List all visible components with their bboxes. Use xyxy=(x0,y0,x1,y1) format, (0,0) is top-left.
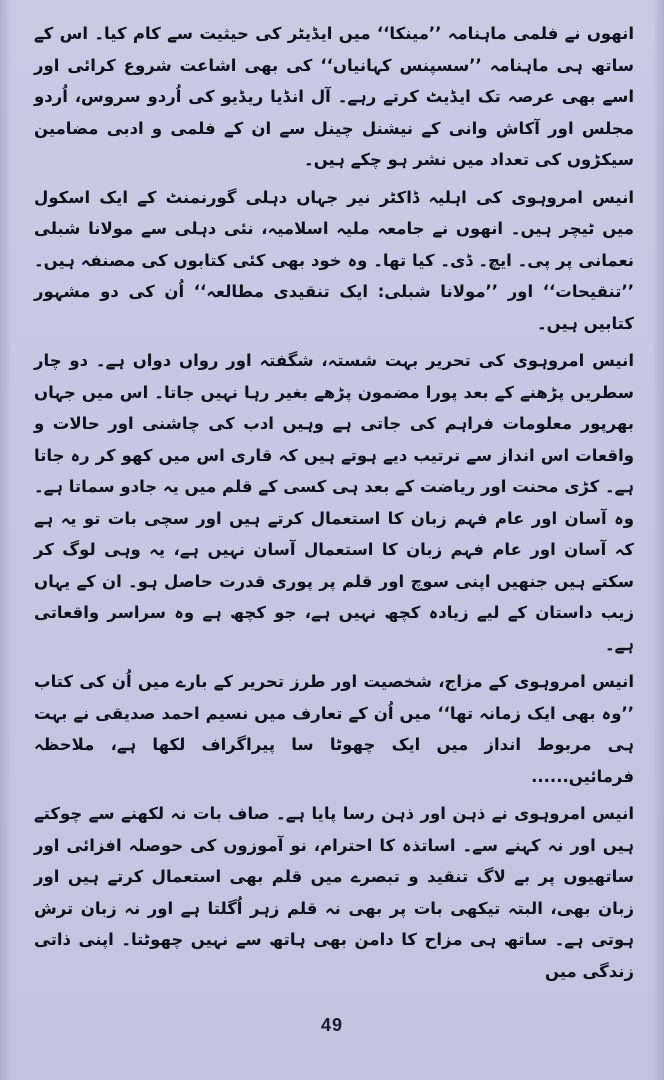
body-text xyxy=(34,18,634,993)
paragraph-2: انیس امروہوی کی اہلیہ ڈاکٹر نیر جہاں دہلی گورنمنٹ کے ایک اسکول میں ٹیچر ہیں۔ انھوں نے جامعہ ملیہ اسلامیہ، نئی دہلی سے مولانا شبلی نعمانی پر پی۔ ایچ۔ ڈی۔ کیا تھا۔ وہ خود بھی کئی کتابوں کی مصنفہ ہیں۔ ’’تنقیحات‘‘ اور ’’مولانا شبلی: ایک تنقیدی مطالعہ‘‘ اُن کی دو مشہور کتابیں ہیں۔ xyxy=(34,187,634,333)
paragraph-5: انیس امروہوی نے ذہن اور ذہن رسا پایا ہے۔ صاف بات نہ لکھنے سے چوکتے ہیں اور نہ کہنے سے۔ اساتذہ کا احترام، نو آموزوں کی حوصلہ افزائی اور ساتھیوں پر بے لاگ تنقید و تبصرے میں قلم بھی استعمال کرتے ہیں اور زبان بھی، البتہ تیکھی بات پر بھی نہ قلم زہر اُگلتا ہے اور نہ زبان ترش ہوتی ہے۔ ساتھ ہی مزاح کا دامن بھی ہاتھ سے نہیں چھوٹتا۔ اپنی ذاتی زندگی میں xyxy=(34,804,634,981)
page-left-edge xyxy=(0,0,12,1080)
paragraph-4: انیس امروہوی کے مزاج، شخصیت اور طرز تحریر کے بارے میں اُن کی کتاب ’’وہ بھی ایک زمانہ تھا‘‘ میں اُن کے تعارف میں نسیم احمد صدیقی نے بہت ہی مربوط انداز میں ایک چھوٹا سا پیراگراف لکھا ہے، ملاحظہ فرمائیں...... xyxy=(34,672,634,786)
page-right-edge xyxy=(652,0,664,1080)
page-number: 49 xyxy=(320,1015,344,1035)
paragraph-1: انھوں نے فلمی ماہنامہ ’’مینکا‘‘ میں ایڈیٹر کی حیثیت سے کام کیا۔ اس کے ساتھ ہی ماہنامہ ’’سسپنس کہانیاں‘‘ کی بھی اشاعت شروع کرائی اور اسے بھی عرصہ تک ایڈیٹ کرتے رہے۔ آل انڈیا ریڈیو کی اُردو سروس، اُردو مجلس اور آکاش وانی کے نیشنل چینل سے ان کے فلمی و ادبی مضامین سیکڑوں کی تعداد میں نشر ہو چکے ہیں۔ xyxy=(34,24,634,169)
paragraph-3: انیس امروہوی کی تحریر بہت شستہ، شگفتہ اور رواں دواں ہے۔ دو چار سطریں پڑھنے کے بعد پورا مضمون پڑھے بغیر رہا نہیں جاتا۔ اس میں جہاں بھرپور معلومات فراہم کی جاتی ہے وہیں ادب کی چاشنی اور حالات و واقعات اس انداز سے ترتیب دیے ہوتے ہیں کہ قاری اس میں کھو کر رہ جاتا ہے۔ کڑی محنت اور ریاضت کے بعد ہی کسی کے قلم میں یہ جادو سماتا ہے۔ وہ آسان اور عام فہم زبان کا استعمال کرتے ہیں اور سچی بات تو یہ ہے کہ آسان اور عام فہم زبان کا استعمال آسان نہیں ہے، یہ وہی لوگ کر سکتے ہیں جنھیں اپنی سوچ اور قلم پر پوری قدرت حاصل ہو۔ ان کے یہاں زیب داستان کے لیے زیادہ کچھ نہیں ہے، جو کچھ ہے وہ سراسر واقعاتی ہے۔ xyxy=(33,351,634,654)
